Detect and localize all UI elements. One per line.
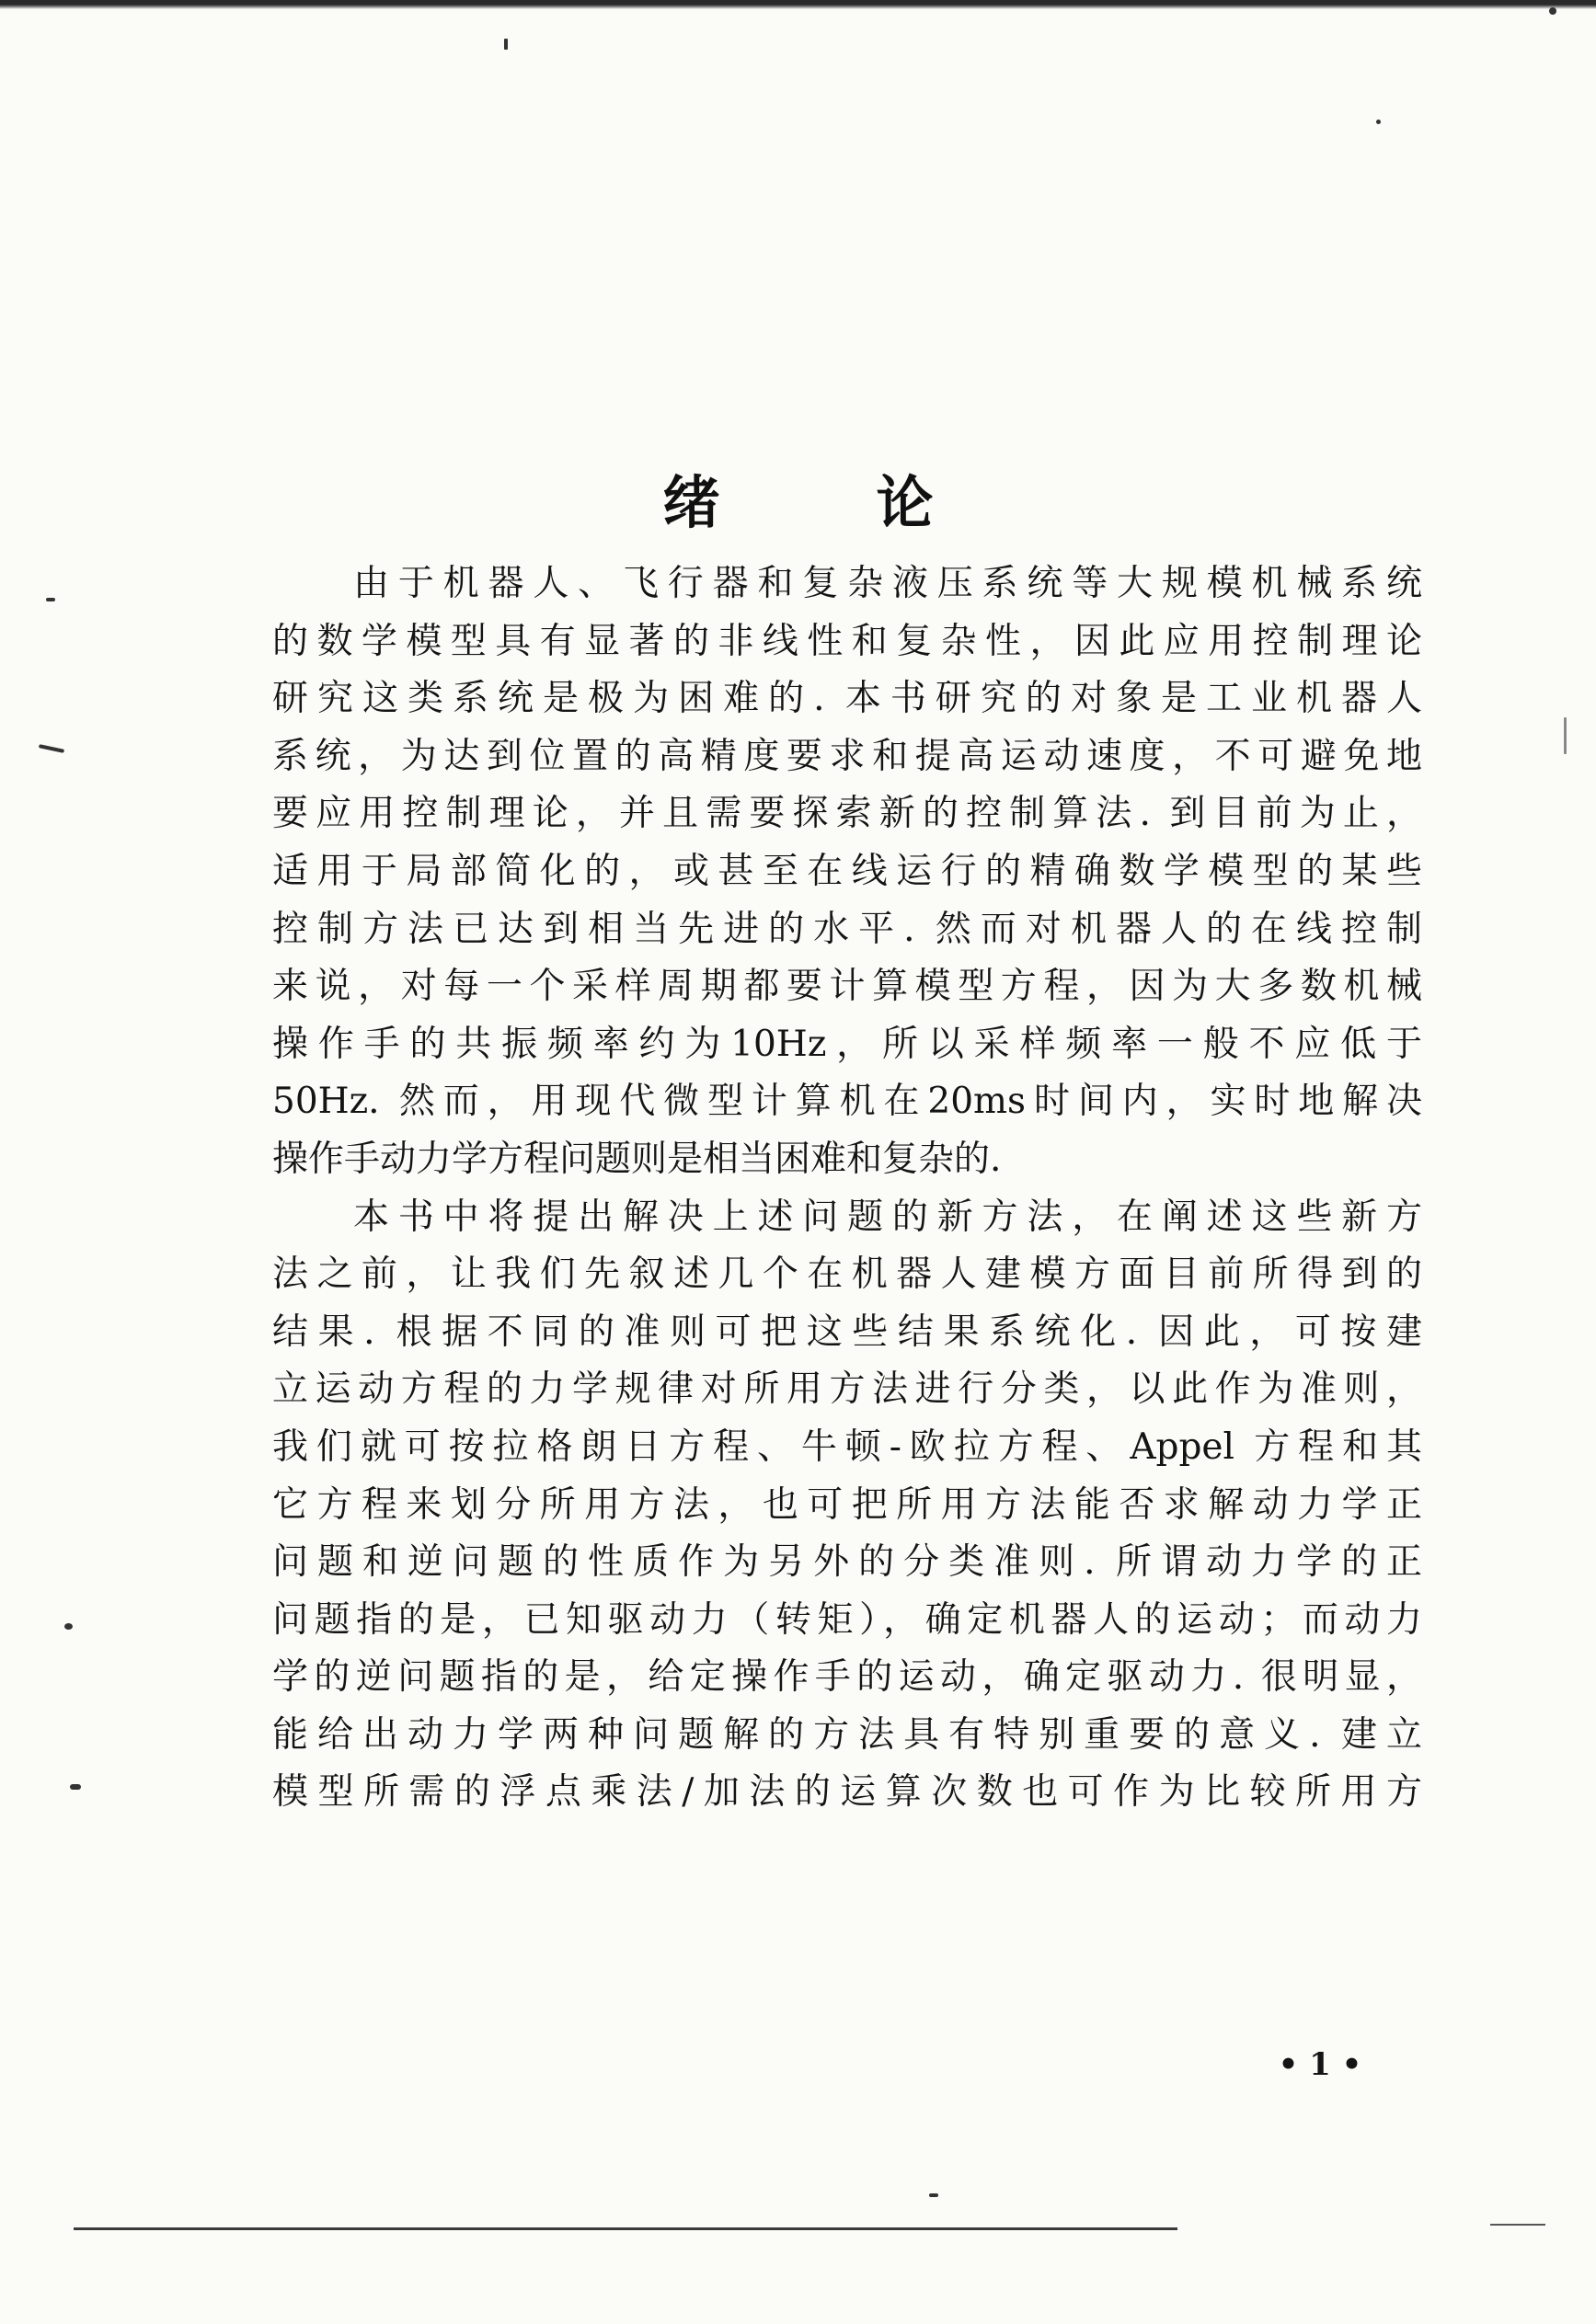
text-line: 问题指的是，已知驱动力（转矩），确定机器人的运动；而动力 (272, 1598, 1422, 1641)
body-text (272, 555, 1422, 1822)
text-line: 由于机器人、飞行器和复杂液压系统等大规模机械系统 (353, 563, 1422, 604)
text-line: 法之前，让我们先叙述几个在机器人建模方面目前所得到的 (272, 1254, 1422, 1296)
text-line: 研究这类系统是极为困难的. 本书研究的对象是工业机器人 (272, 678, 1422, 720)
scan-speck (1564, 717, 1567, 754)
scan-bottom-rule (74, 2227, 1177, 2230)
paragraph (272, 1189, 1422, 1823)
text-line: 要应用控制理论，并且需要探索新的控制算法. 到目前为止， (272, 793, 1422, 835)
text-line: 立运动方程的力学规律对所用方法进行分类，以此作为准则， (272, 1368, 1422, 1411)
page-number: • 1 • (1278, 2046, 1362, 2083)
text-line: 操作手动力学方程问题则是相当困难和复杂的. (272, 1138, 1002, 1180)
scan-bottom-rule-fragment (1490, 2224, 1545, 2226)
paragraph (272, 555, 1422, 1189)
scan-speck (70, 1784, 81, 1790)
text-line: 能给出动力学两种问题解的方法具有特别重要的意义. 建立 (272, 1713, 1422, 1756)
scan-speck (929, 2193, 938, 2197)
scan-speck (1376, 120, 1381, 124)
text-line: 问题和逆问题的性质作为另外的分类准则. 所谓动力学的正 (272, 1541, 1422, 1584)
text-line: 的数学模型具有显著的非线性和复杂性，因此应用控制理论 (272, 620, 1422, 662)
page-title: 绪论 (662, 468, 1090, 536)
text-line: 来说，对每一个采样周期都要计算模型方程，因为大多数机械 (272, 966, 1422, 1008)
text-line: 控制方法已达到相当先进的水平. 然而对机器人的在线控制 (272, 908, 1422, 950)
text-line: 它方程来划分所用方法，也可把所用方法能否求解动力学正 (272, 1483, 1422, 1526)
scan-speck (1549, 7, 1556, 15)
text-line: 我们就可按拉格朗日方程、牛顿-欧拉方程、Appel 方程和其 (272, 1425, 1422, 1468)
text-line: 50Hz. 然而，用现代微型计算机在20ms时间内，实时地解决 (272, 1081, 1422, 1123)
text-line: 结果. 根据不同的准则可把这些结果系统化. 因此，可按建 (272, 1311, 1422, 1353)
text-line: 操作手的共振频率约为10Hz，所以采样频率一般不应低于 (272, 1023, 1422, 1065)
text-line: 系统，为达到位置的高精度要求和提高运动速度，不可避免地 (272, 735, 1422, 777)
text-line: 本书中将提出解决上述问题的新方法，在阐述这些新方 (353, 1196, 1422, 1238)
scan-speck (39, 744, 64, 753)
text-line: 模型所需的浮点乘法/加法的运算次数也可作为比较所用方 (272, 1771, 1422, 1814)
text-line: 适用于局部简化的，或甚至在线运行的精确数学模型的某些 (272, 850, 1422, 892)
scan-speck (504, 39, 508, 50)
scan-speck (64, 1623, 73, 1630)
text-line: 学的逆问题指的是，给定操作手的运动，确定驱动力. 很明显， (272, 1656, 1422, 1699)
scan-top-edge (0, 0, 1596, 9)
scan-speck (46, 598, 55, 601)
